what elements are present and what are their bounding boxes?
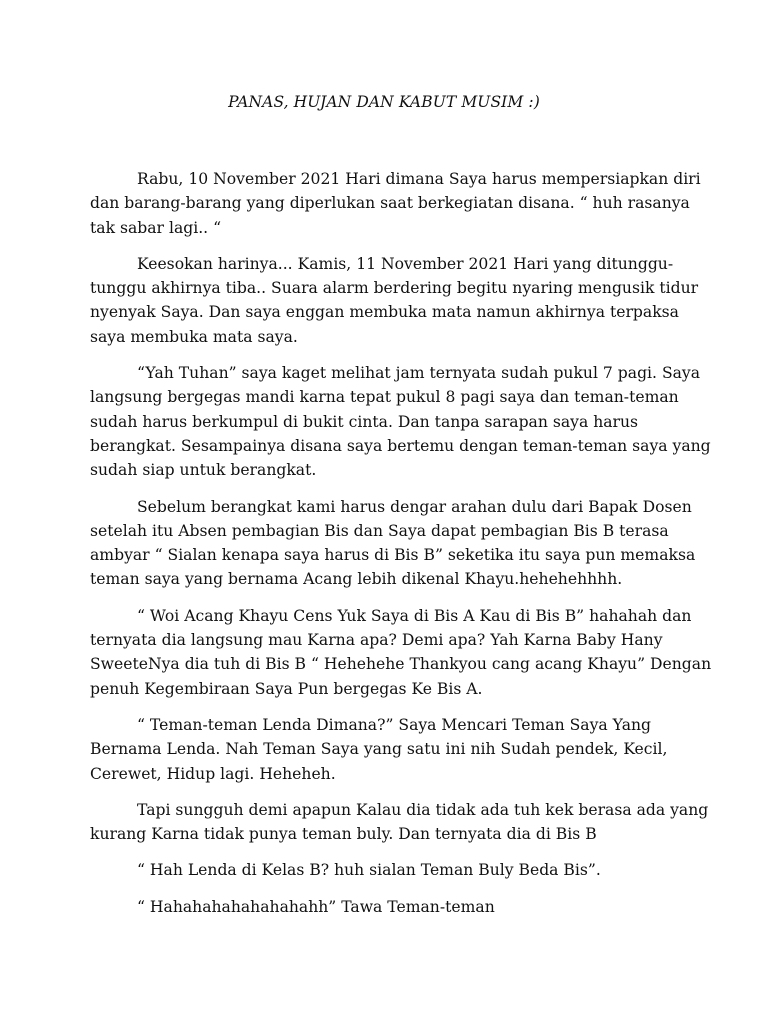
paragraph bbox=[90, 167, 701, 240]
text-line: saya membuka mata saya. bbox=[90, 327, 298, 346]
text-line: tak sabar lagi.. “ bbox=[90, 218, 222, 237]
text-line: Keesokan harinya... Kamis, 11 November 2021 Hari yang ditunggu- bbox=[137, 254, 674, 273]
text-line: penuh Kegembiraan Saya Pun bergegas Ke Bis A. bbox=[90, 679, 483, 698]
text-line: SweeteNya dia tuh di Bis B “ Hehehehe Thankyou cang acang Khayu” Dengan bbox=[90, 655, 712, 674]
text-line: “ Hah Lenda di Kelas B? huh sialan Teman Buly Beda Bis”. bbox=[137, 861, 601, 880]
paragraph bbox=[90, 604, 712, 701]
text-line: nyenyak Saya. Dan saya enggan membuka mata namun akhirnya terpaksa bbox=[90, 303, 679, 322]
text-line: “ Woi Acang Khayu Cens Yuk Saya di Bis A Kau di Bis B” hahahah dan bbox=[137, 606, 692, 625]
paragraph bbox=[90, 252, 699, 349]
paragraph bbox=[90, 361, 711, 482]
paragraph bbox=[90, 798, 709, 847]
text-line: sudah harus berkumpul di bukit cinta. Dan tanpa sarapan saya harus bbox=[90, 412, 639, 431]
text-line: ambyar “ Sialan kenapa saya harus di Bis B” seketika itu saya pun memaksa bbox=[90, 546, 696, 565]
document-body bbox=[90, 167, 712, 931]
text-line: Tapi sungguh demi apapun Kalau dia tidak ada tuh kek berasa ada yang bbox=[137, 800, 709, 819]
text-line: Sebelum berangkat kami harus dengar arahan dulu dari Bapak Dosen bbox=[137, 497, 692, 516]
text-line: Rabu, 10 November 2021 Hari dimana Saya harus mempersiapkan diri bbox=[137, 170, 701, 188]
text-line: tunggu akhirnya tiba.. Suara alarm berdering begitu nyaring mengusik tidur bbox=[90, 279, 699, 298]
text-line: dan barang-barang yang diperlukan saat berkegiatan disana. “ huh rasanya bbox=[90, 194, 690, 213]
paragraph bbox=[90, 895, 690, 919]
text-line: kurang Karna tidak punya teman buly. Dan ternyata dia di Bis B bbox=[90, 825, 597, 844]
text-line: ternyata dia langsung mau Karna apa? Demi apa? Yah Karna Baby Hany bbox=[90, 631, 663, 650]
paragraph bbox=[90, 858, 690, 882]
text-line: berangkat. Sesampainya disana saya bertemu dengan teman-teman saya yang bbox=[90, 436, 711, 455]
text-line: sudah siap untuk berangkat. bbox=[90, 461, 317, 480]
text-line: “Yah Tuhan” saya kaget melihat jam ternyata sudah pukul 7 pagi. Saya bbox=[137, 364, 701, 383]
text-line: Bernama Lenda. Nah Teman Saya yang satu ini nih Sudah pendek, Kecil, bbox=[90, 740, 668, 759]
text-line: “ Hahahahahahahahahh” Tawa Teman-teman bbox=[137, 897, 495, 916]
paragraph bbox=[90, 495, 696, 592]
text-line: teman saya yang bernama Acang lebih dikenal Khayu.hehehehhhh. bbox=[90, 570, 623, 589]
text-line: “ Teman-teman Lenda Dimana?” Saya Mencari Teman Saya Yang bbox=[137, 715, 652, 734]
text-line: setelah itu Absen pembagian Bis dan Saya dapat pembagian Bis B terasa bbox=[90, 521, 669, 540]
paragraph bbox=[90, 713, 690, 786]
document-title: PANAS, HUJAN DAN KABUT MUSIM :) bbox=[228, 93, 540, 111]
text-line: langsung bergegas mandi karna tepat pukul 8 pagi saya dan teman-teman bbox=[90, 388, 679, 407]
text-line: Cerewet, Hidup lagi. Heheheh. bbox=[90, 764, 336, 783]
